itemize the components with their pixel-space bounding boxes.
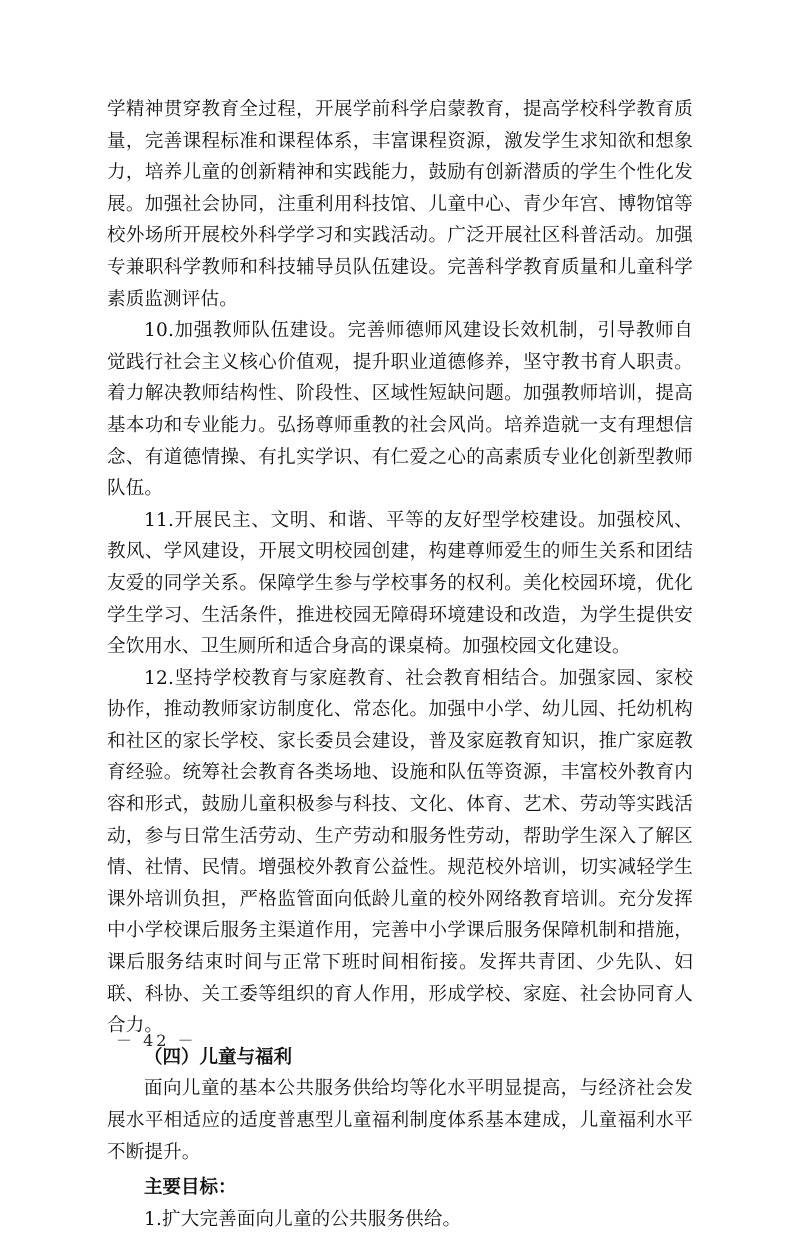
paragraph-science-education: 学精神贯穿教育全过程，开展学前科学启蒙教育，提高学校科学教育质量，完善课程标准和课程体系，丰富课程资源，激发学生求知欲和想象力，培养儿童的创新精神和实践能力，鼓励有创新潜质的学生个性化发展。加强社会协同，注重利用科技馆、儿童中心、青少年宫、博物馆等校外场所开展校外科学学习和实践活动。广泛开展社区科普活动。加强专兼职科学教师和科技辅导员队伍建设。完善科学教育质量和儿童科学素质监测评估。	[107, 99, 693, 310]
section-paragraph: 面向儿童的基本公共服务供给均等化水平明显提高，与经济社会发展水平相适应的适度普惠型儿童福利制度体系基本建成，儿童福利水平不断提升。	[107, 1078, 693, 1163]
document-body	[107, 94, 693, 1235]
goal-item-1: 1.扩大完善面向儿童的公共服务供给。	[144, 1208, 462, 1230]
goals-heading: 主要目标：	[144, 1177, 237, 1199]
paragraph-item-12: 12.坚持学校教育与家庭教育、社会教育相结合。加强家园、家校协作，推动教师家访制度化、常态化。加强中小学、幼儿园、托幼机构和社区的家长学校、家长委员会建设，普及家庭教育知识，推广家庭教育经验。统筹社会教育各类场地、设施和队伍等资源，丰富校外教育内容和形式，鼓励儿童积极参与科技、文化、体育、艺术、劳动等实践活动，参与日常生活劳动、生产劳动和服务性劳动，帮助学生深入了解区情、社情、民情。增强校外教育公益性。规范校外培训，切实减轻学生课外培训负担，严格监管面向低龄儿童的校外网络教育培训。充分发挥中小学校课后服务主渠道作用，完善中小学课后服务保障机制和措施，课后服务结束时间与正常下班时间相衔接。发挥共青团、少先队、妇联、科协、关工委等组织的育人作用，形成学校、家庭、社会协同育人合力。	[107, 667, 693, 1037]
paragraph-item-11: 11.开展民主、文明、和谐、平等的友好型学校建设。加强校风、教风、学风建设，开展文明校园创建，构建尊师爱生的师生关系和团结友爱的同学关系。保障学生参与学校事务的权利。美化校园环境，优化学生学习、生活条件，推进校园无障碍环境建设和改造，为学生提供安全饮用水、卫生厕所和适合身高的课桌椅。加强校园文化建设。	[107, 509, 693, 658]
page-number: － 42 －	[116, 1031, 197, 1050]
section-heading: （四）儿童与福利	[144, 1046, 293, 1068]
paragraph-item-10: 10.加强教师队伍建设。完善师德师风建设长效机制，引导教师自觉践行社会主义核心价值观，提升职业道德修养，坚守教书育人职责。着力解决教师结构性、阶段性、区域性短缺问题。加强教师培训，提高基本功和专业能力。弘扬尊师重教的社会风尚。培养造就一支有理想信念、有道德情操、有扎实学识、有仁爱之心的高素质专业化创新型教师队伍。	[107, 320, 693, 500]
